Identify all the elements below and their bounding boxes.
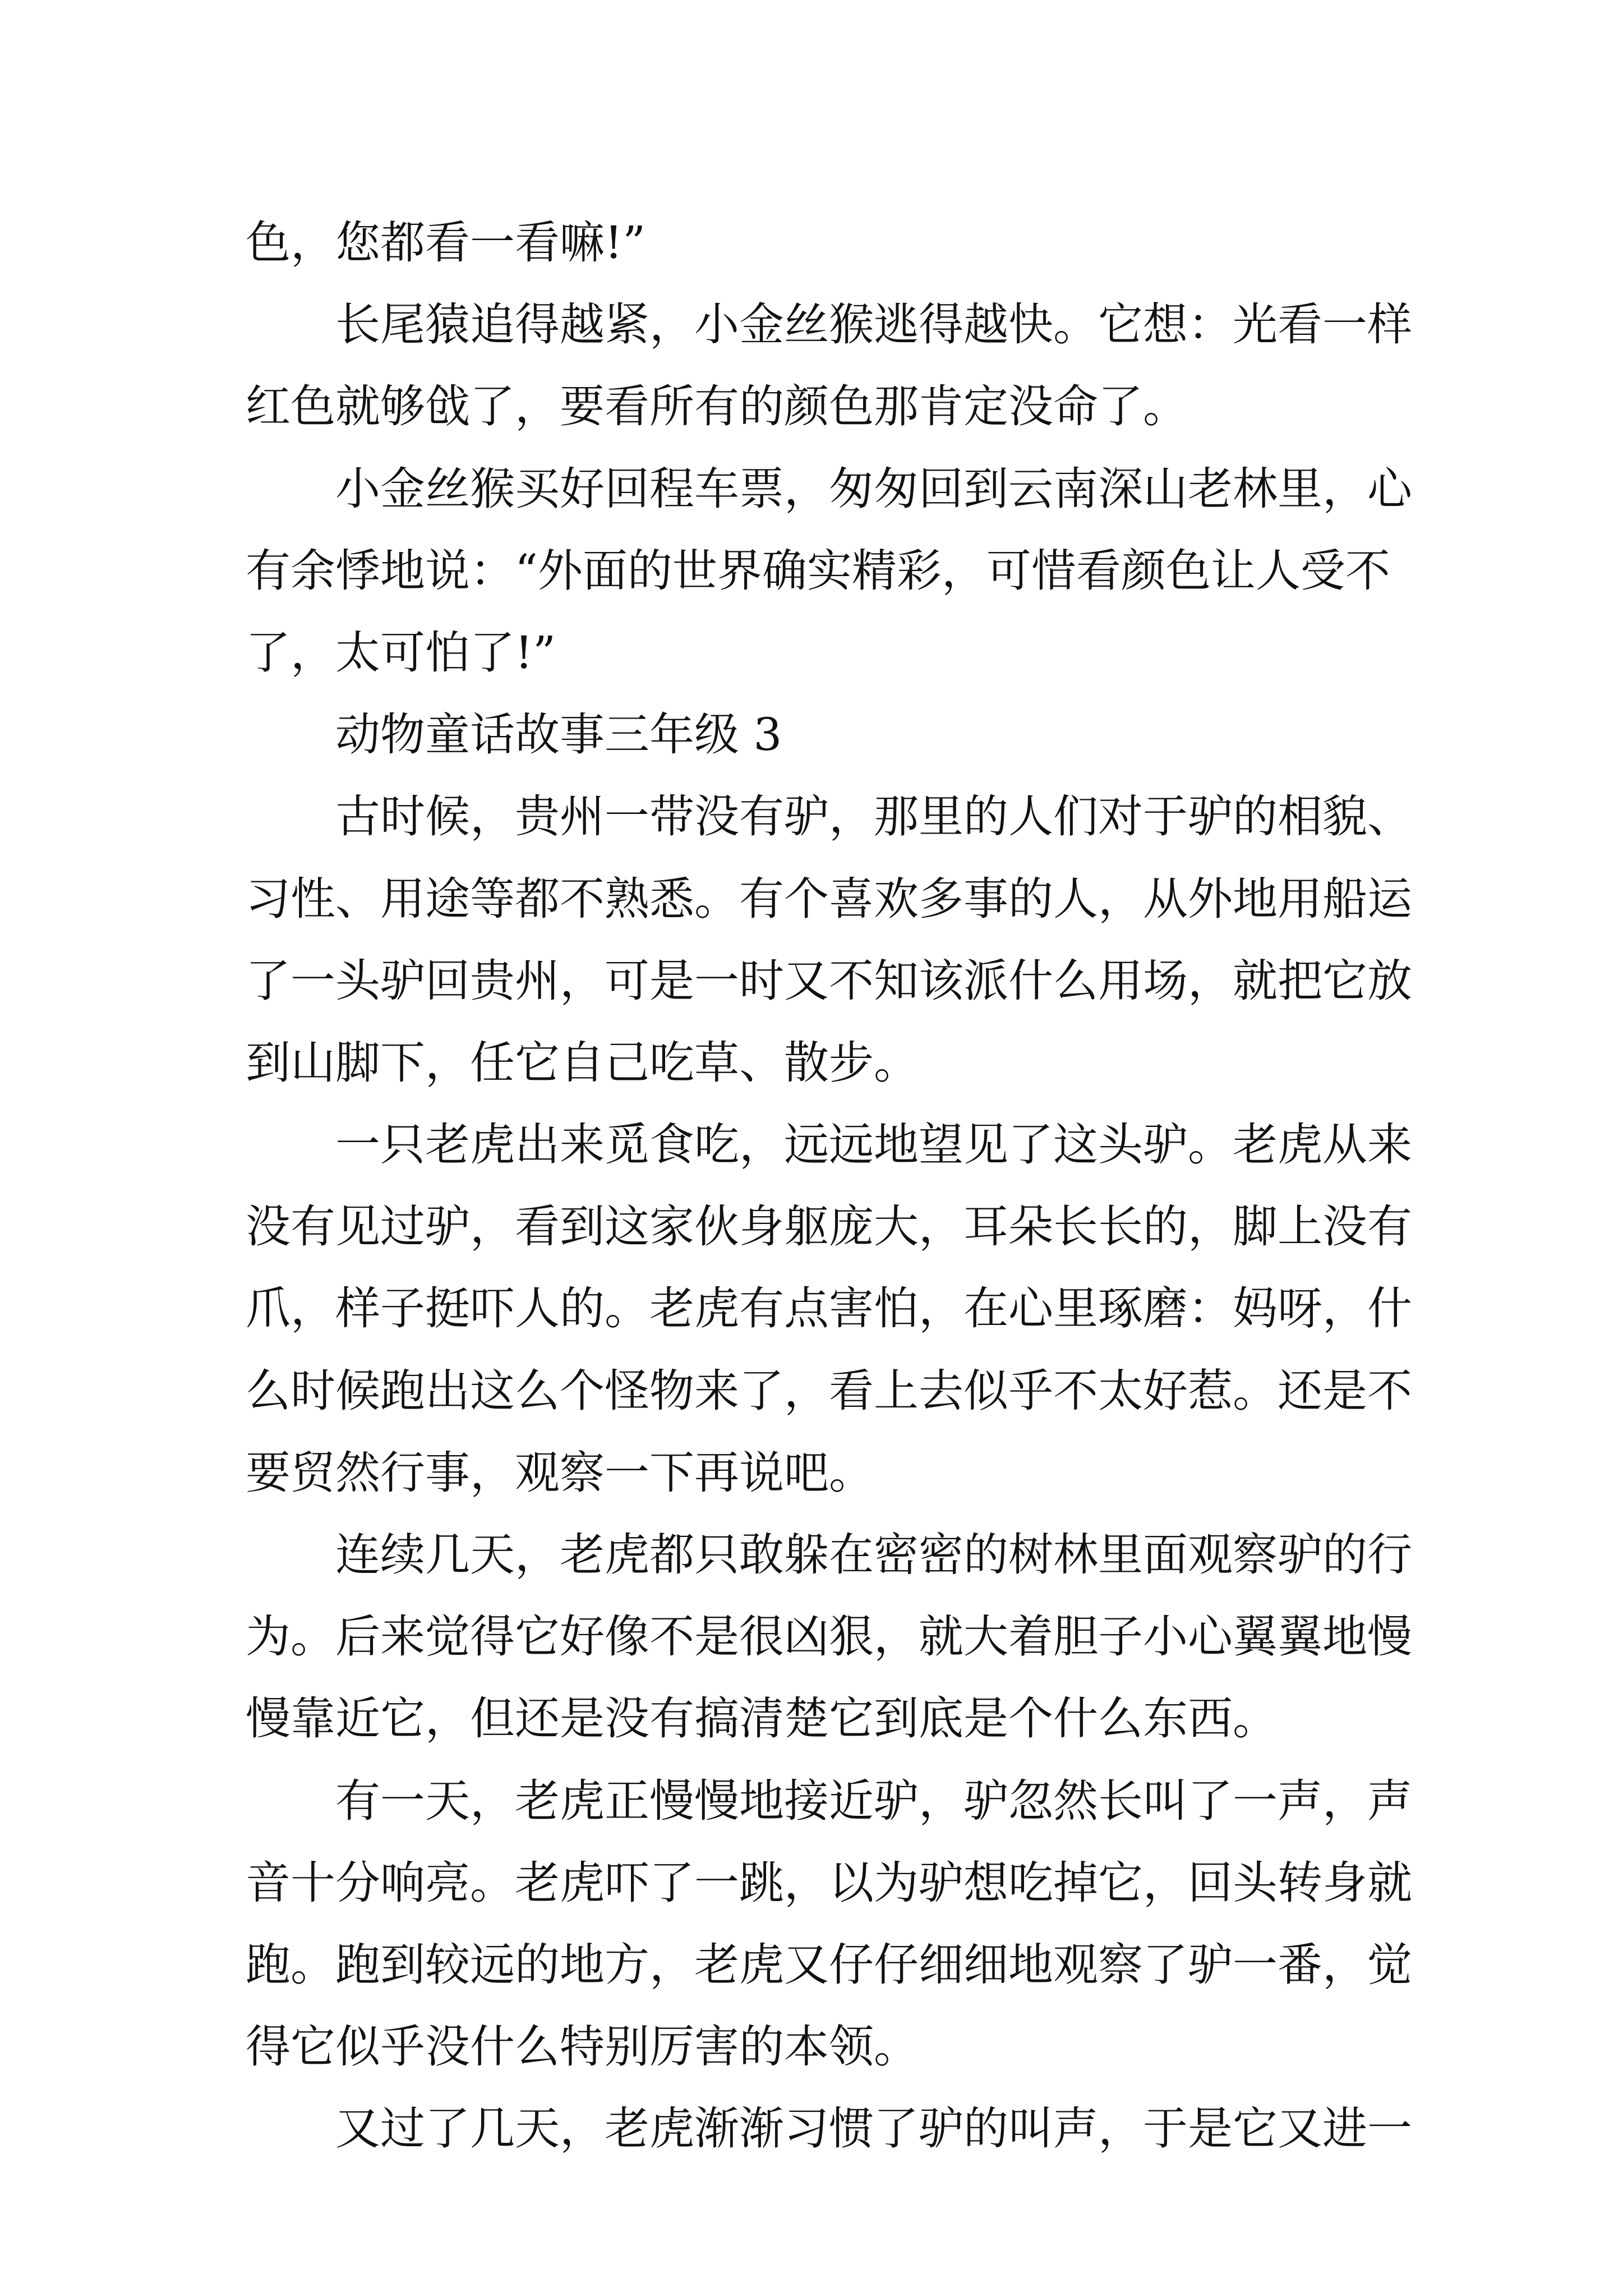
text-line-6: 了，太可怕了!”: [246, 626, 556, 679]
text-line-23: 得它似乎没什么特别厉害的本领。: [246, 2021, 919, 2073]
text-line-24: 又过了几天，老虎渐渐习惯了驴的叫声，于是它又进一: [335, 2102, 1412, 2155]
text-line-19: 慢靠近它，但还是没有搞清楚它到底是个什么东西。: [246, 1692, 1278, 1745]
text-line-13: 没有见过驴，看到这家伙身躯庞大，耳朵长长的，脚上没有: [246, 1200, 1412, 1253]
text-line-20: 有一天，老虎正慢慢地接近驴，驴忽然长叫了一声，声: [335, 1774, 1412, 1827]
text-line-11: 到山脚下，任它自己吃草、散步。: [246, 1036, 919, 1089]
text-line-1: 色，您都看一看嘛!”: [246, 217, 646, 269]
text-line-21: 音十分响亮。老虎吓了一跳，以为驴想吃掉它，回头转身就: [246, 1856, 1412, 1909]
text-line-14: 爪，样子挺吓人的。老虎有点害怕，在心里琢磨：妈呀，什: [246, 1282, 1412, 1335]
text-line-8: 古时候，贵州一带没有驴，那里的人们对于驴的相貌、: [335, 790, 1412, 843]
document-body: [246, 202, 1412, 2170]
text-line-9: 习性、用途等都不熟悉。有个喜欢多事的人，从外地用船运: [246, 872, 1412, 925]
text-line-22: 跑。跑到较远的地方，老虎又仔仔细细地观察了驴一番，觉: [246, 1938, 1412, 1991]
text-line-3: 红色就够戗了，要看所有的颜色那肯定没命了。: [246, 380, 1188, 433]
section-heading: 动物童话故事三年级 3: [335, 708, 782, 761]
text-line-4: 小金丝猴买好回程车票，匆匆回到云南深山老林里，心: [335, 462, 1412, 515]
text-line-2: 长尾猿追得越紧，小金丝猴逃得越快。它想：光看一样: [335, 298, 1412, 351]
text-line-17: 连续几天，老虎都只敢躲在密密的树林里面观察驴的行: [335, 1529, 1412, 1581]
text-line-16: 要贸然行事，观察一下再说吧。: [246, 1446, 874, 1499]
text-line-15: 么时候跑出这么个怪物来了，看上去似乎不太好惹。还是不: [246, 1364, 1412, 1417]
text-line-18: 为。后来觉得它好像不是很凶狠，就大着胆子小心翼翼地慢: [246, 1611, 1412, 1663]
text-line-5: 有余悸地说：“外面的世界确实精彩，可惜看颜色让人受不: [246, 544, 1390, 597]
text-line-10: 了一头驴回贵州，可是一时又不知该派什么用场，就把它放: [246, 954, 1412, 1007]
text-line-12: 一只老虎出来觅食吃，远远地望见了这头驴。老虎从来: [335, 1119, 1412, 1171]
